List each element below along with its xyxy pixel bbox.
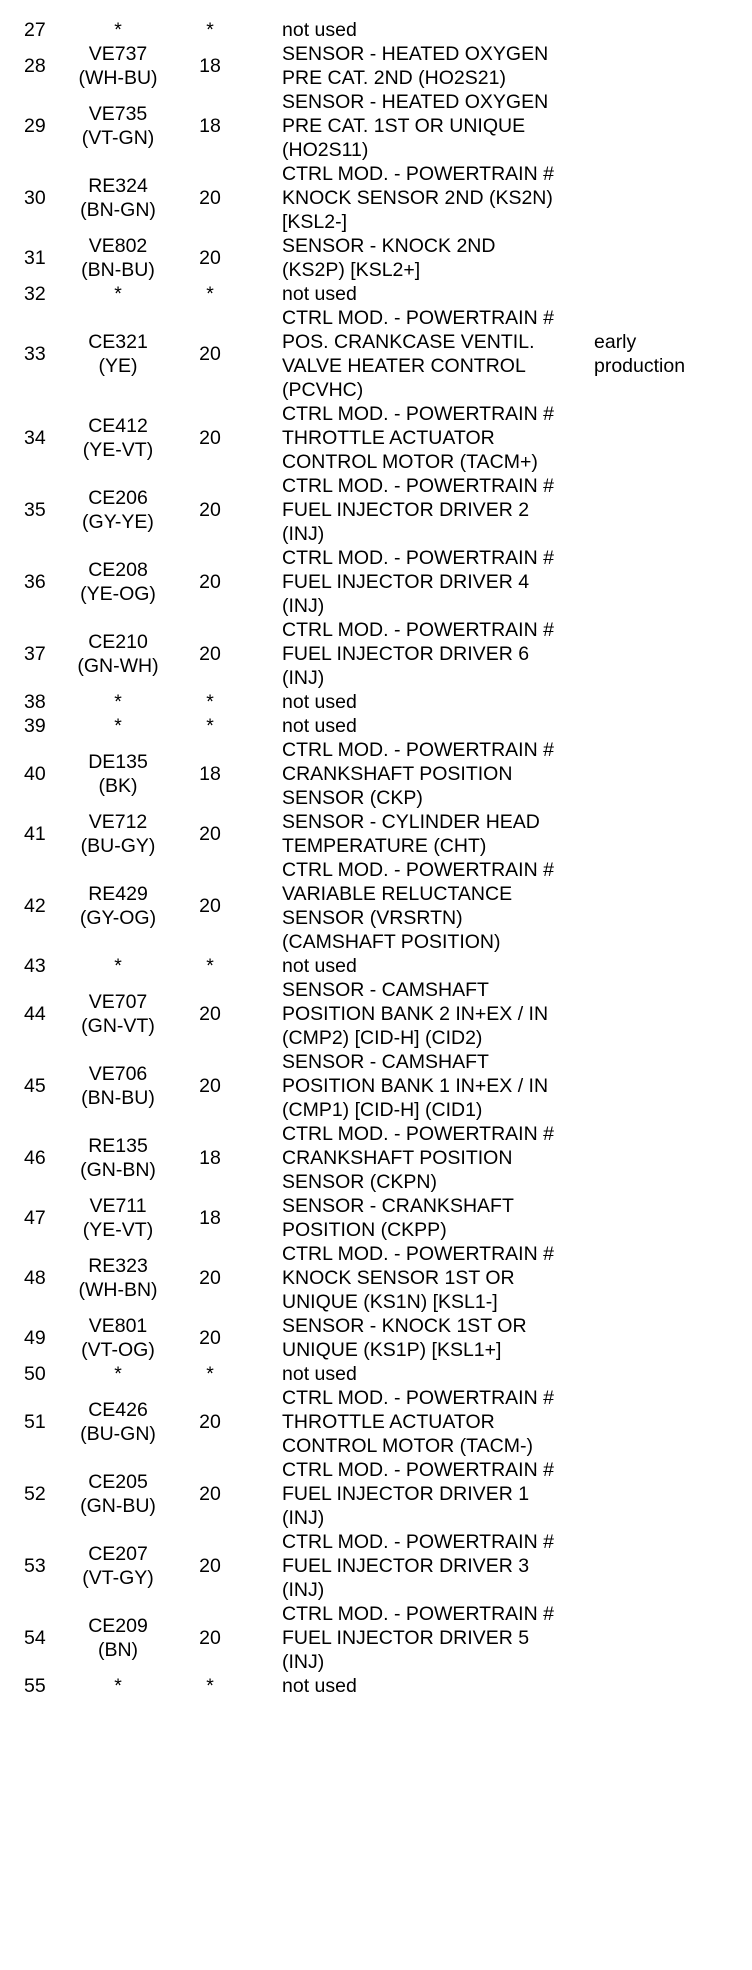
- circuit-description-line: (INJ): [282, 1651, 325, 1673]
- wire-gauge: *: [206, 19, 214, 41]
- note: [582, 690, 752, 714]
- wire-code: [44, 402, 180, 474]
- note: [582, 1242, 752, 1314]
- wire-code-line: VE712: [88, 811, 148, 833]
- wire-code-line: (GN-BU): [80, 1495, 156, 1517]
- circuit-description-line: (INJ): [282, 1507, 325, 1529]
- note: [582, 42, 752, 90]
- pin-rows: [0, 18, 752, 1698]
- wire-gauge: 20: [199, 1327, 221, 1349]
- wire-code-line: (GN-BN): [80, 1159, 156, 1181]
- wire-code: [44, 1530, 180, 1602]
- note: [582, 282, 752, 306]
- table-row: [0, 162, 752, 234]
- table-row: [0, 978, 752, 1050]
- circuit-description-line: CTRL MOD. - POWERTRAIN #: [282, 619, 554, 641]
- circuit-description-line: (CMP1) [CID-H] (CID1): [282, 1099, 483, 1121]
- wire-gauge: 20: [199, 1075, 221, 1097]
- wire-code: [44, 162, 180, 234]
- note: [582, 1122, 752, 1194]
- wire-code-line: RE429: [88, 883, 148, 905]
- table-row: [0, 954, 752, 978]
- wire-code-line: RE135: [88, 1135, 148, 1157]
- wire-code-line: *: [114, 715, 122, 737]
- circuit-description-line: not used: [282, 283, 357, 305]
- note-line: early: [594, 331, 637, 353]
- circuit-description: [240, 618, 582, 690]
- pin-number: 50: [24, 1363, 46, 1385]
- circuit-description-line: CTRL MOD. - POWERTRAIN #: [282, 475, 554, 497]
- table-row: [0, 402, 752, 474]
- circuit-description-line: not used: [282, 691, 357, 713]
- table-row: [0, 738, 752, 810]
- wire-code-line: (BN-BU): [81, 259, 155, 281]
- wire-code-line: *: [114, 283, 122, 305]
- wire-gauge: 20: [199, 643, 221, 665]
- pin-table: [0, 18, 752, 1698]
- circuit-description-line: CTRL MOD. - POWERTRAIN #: [282, 739, 554, 761]
- circuit-description-line: [KSL2-]: [282, 211, 348, 233]
- circuit-description-line: FUEL INJECTOR DRIVER 3: [282, 1555, 530, 1577]
- circuit-description-line: SENSOR - KNOCK 2ND: [282, 235, 496, 257]
- circuit-description: [240, 858, 582, 954]
- table-row: [0, 1674, 752, 1698]
- wire-gauge: 18: [199, 55, 221, 77]
- note: [582, 546, 752, 618]
- table-row: [0, 618, 752, 690]
- circuit-description-line: FUEL INJECTOR DRIVER 1: [282, 1483, 530, 1505]
- wire-code-line: *: [114, 1675, 122, 1697]
- circuit-description-line: (INJ): [282, 1579, 325, 1601]
- wire-code: [44, 546, 180, 618]
- circuit-description-line: CTRL MOD. - POWERTRAIN #: [282, 307, 554, 329]
- wire-gauge: 20: [199, 1003, 221, 1025]
- pin-number: 30: [24, 187, 46, 209]
- circuit-description-line: CRANKSHAFT POSITION: [282, 1147, 513, 1169]
- pin-number: 39: [24, 715, 46, 737]
- wire-code: [44, 1386, 180, 1458]
- wire-code-line: *: [114, 1363, 122, 1385]
- wire-code: [44, 1362, 180, 1386]
- pin-number: 31: [24, 247, 46, 269]
- wire-code-line: (BU-GY): [80, 835, 156, 857]
- circuit-description-line: SENSOR - HEATED OXYGEN: [282, 43, 549, 65]
- wire-code-line: (GN-VT): [81, 1015, 155, 1037]
- circuit-description-line: TEMPERATURE (CHT): [282, 835, 487, 857]
- table-row: [0, 1602, 752, 1674]
- wire-code-line: (YE-VT): [82, 439, 154, 461]
- wire-code-line: CE426: [88, 1399, 148, 1421]
- circuit-description: [240, 402, 582, 474]
- note: [582, 474, 752, 546]
- circuit-description-line: UNIQUE (KS1P) [KSL1+]: [282, 1339, 502, 1361]
- wire-code: [44, 1674, 180, 1698]
- circuit-description-line: CTRL MOD. - POWERTRAIN #: [282, 1243, 554, 1265]
- wire-code-line: (WH-BU): [78, 67, 158, 89]
- table-row: [0, 810, 752, 858]
- circuit-description-line: UNIQUE (KS1N) [KSL1-]: [282, 1291, 498, 1313]
- pin-number: 32: [24, 283, 46, 305]
- note: [582, 306, 752, 402]
- circuit-description: [240, 1242, 582, 1314]
- pin-number: 41: [24, 823, 46, 845]
- circuit-description: [240, 1122, 582, 1194]
- wire-gauge: 20: [199, 1555, 221, 1577]
- wire-code-line: DE135: [88, 751, 148, 773]
- circuit-description: [240, 546, 582, 618]
- circuit-description-line: CTRL MOD. - POWERTRAIN #: [282, 1531, 554, 1553]
- pin-number: 46: [24, 1147, 46, 1169]
- wire-code-line: (GY-OG): [79, 907, 157, 929]
- wire-code: [44, 618, 180, 690]
- circuit-description: [240, 810, 582, 858]
- pin-number: 53: [24, 1555, 46, 1577]
- circuit-description-line: FUEL INJECTOR DRIVER 2: [282, 499, 530, 521]
- circuit-description-line: POSITION BANK 2 IN+EX / IN: [282, 1003, 549, 1025]
- wire-code-line: CE210: [88, 631, 148, 653]
- pin-number: 37: [24, 643, 46, 665]
- wire-code: [44, 18, 180, 42]
- wire-code: [44, 234, 180, 282]
- circuit-description-line: CTRL MOD. - POWERTRAIN #: [282, 1603, 554, 1625]
- pin-number: 28: [24, 55, 46, 77]
- circuit-description: [240, 1314, 582, 1362]
- wire-code: [44, 1194, 180, 1242]
- wire-gauge: 18: [199, 1147, 221, 1169]
- pin-number: 51: [24, 1411, 46, 1433]
- wire-code-line: (VT-GN): [81, 127, 155, 149]
- table-row: [0, 1530, 752, 1602]
- pin-number: 47: [24, 1207, 46, 1229]
- circuit-description-line: (INJ): [282, 667, 325, 689]
- circuit-description: [240, 162, 582, 234]
- table-row: [0, 714, 752, 738]
- pin-number: 40: [24, 763, 46, 785]
- table-row: [0, 1242, 752, 1314]
- pin-number: 34: [24, 427, 46, 449]
- circuit-description-line: SENSOR - CAMSHAFT: [282, 1051, 489, 1073]
- wire-gauge: 20: [199, 1483, 221, 1505]
- note: [582, 1602, 752, 1674]
- note: [582, 1362, 752, 1386]
- table-row: [0, 1386, 752, 1458]
- table-row: [0, 546, 752, 618]
- pin-number: 52: [24, 1483, 46, 1505]
- wire-code-line: CE207: [88, 1543, 148, 1565]
- note: [582, 90, 752, 162]
- wire-code: [44, 474, 180, 546]
- wire-code-line: (BN): [97, 1639, 139, 1661]
- wire-code: [44, 1314, 180, 1362]
- wire-code: [44, 954, 180, 978]
- wire-gauge: 20: [199, 1411, 221, 1433]
- circuit-description: [240, 1530, 582, 1602]
- wire-code: [44, 810, 180, 858]
- circuit-description: [240, 690, 582, 714]
- wire-code-line: VE735: [88, 103, 148, 125]
- circuit-description-line: FUEL INJECTOR DRIVER 4: [282, 571, 530, 593]
- wire-code: [44, 978, 180, 1050]
- wire-code: [44, 1458, 180, 1530]
- wire-gauge: 20: [199, 895, 221, 917]
- circuit-description-line: THROTTLE ACTUATOR: [282, 427, 495, 449]
- wire-code-line: CE205: [88, 1471, 148, 1493]
- wire-code-line: VE711: [89, 1195, 147, 1217]
- wire-code: [44, 1050, 180, 1122]
- wire-code: [44, 714, 180, 738]
- note-line: production: [594, 355, 686, 377]
- wire-gauge: 20: [199, 187, 221, 209]
- wire-code-line: *: [114, 19, 122, 41]
- wire-code-line: CE206: [88, 487, 148, 509]
- pin-number: 48: [24, 1267, 46, 1289]
- wire-code-line: VE802: [88, 235, 148, 257]
- circuit-description: [240, 1674, 582, 1698]
- circuit-description: [240, 1362, 582, 1386]
- wire-code: [44, 1122, 180, 1194]
- wire-code: [44, 738, 180, 810]
- wire-code: [44, 90, 180, 162]
- wire-code-line: VE706: [88, 1063, 148, 1085]
- wire-gauge: 20: [199, 499, 221, 521]
- circuit-description-line: CONTROL MOTOR (TACM-): [282, 1435, 533, 1457]
- note: [582, 858, 752, 954]
- circuit-description: [240, 714, 582, 738]
- circuit-description-line: SENSOR - CAMSHAFT: [282, 979, 489, 1001]
- pin-number: 49: [24, 1327, 46, 1349]
- circuit-description-line: (KS2P) [KSL2+]: [282, 259, 421, 281]
- pin-number: 38: [24, 691, 46, 713]
- wire-code: [44, 282, 180, 306]
- circuit-description: [240, 474, 582, 546]
- circuit-description-line: not used: [282, 1363, 357, 1385]
- wire-code-line: VE801: [88, 1315, 148, 1337]
- wire-gauge: 18: [199, 115, 221, 137]
- wire-code-line: (GY-YE): [82, 511, 154, 533]
- note: [582, 1194, 752, 1242]
- circuit-description: [240, 1194, 582, 1242]
- circuit-description-line: FUEL INJECTOR DRIVER 5: [282, 1627, 530, 1649]
- circuit-description-line: THROTTLE ACTUATOR: [282, 1411, 495, 1433]
- circuit-description: [240, 282, 582, 306]
- circuit-description-line: FUEL INJECTOR DRIVER 6: [282, 643, 530, 665]
- wire-code-line: *: [114, 955, 122, 977]
- circuit-description-line: CONTROL MOTOR (TACM+): [282, 451, 538, 473]
- table-row: [0, 1362, 752, 1386]
- circuit-description-line: not used: [282, 715, 357, 737]
- pin-number: 55: [24, 1675, 46, 1697]
- table-row: [0, 282, 752, 306]
- wire-code-line: RE324: [88, 175, 148, 197]
- circuit-description: [240, 90, 582, 162]
- wire-gauge: 20: [199, 247, 221, 269]
- table-row: [0, 1194, 752, 1242]
- wire-code: [44, 1242, 180, 1314]
- circuit-description-line: SENSOR - HEATED OXYGEN: [282, 91, 549, 113]
- note: [582, 1050, 752, 1122]
- circuit-description-line: POS. CRANKCASE VENTIL.: [282, 331, 535, 353]
- note: [582, 234, 752, 282]
- circuit-description: [240, 1458, 582, 1530]
- wire-gauge: *: [206, 1675, 214, 1697]
- wire-gauge: 20: [199, 1627, 221, 1649]
- circuit-description-line: not used: [282, 955, 357, 977]
- wire-code: [44, 690, 180, 714]
- note: [582, 402, 752, 474]
- circuit-description-line: CTRL MOD. - POWERTRAIN #: [282, 1123, 554, 1145]
- wire-code-line: CE209: [88, 1615, 148, 1637]
- note: [582, 1530, 752, 1602]
- table-row: [0, 1458, 752, 1530]
- circuit-description-line: CTRL MOD. - POWERTRAIN #: [282, 1459, 554, 1481]
- circuit-description-line: (CAMSHAFT POSITION): [282, 931, 501, 953]
- wire-code: [44, 858, 180, 954]
- table-row: [0, 1314, 752, 1362]
- wire-code-line: (VT-GY): [82, 1567, 154, 1589]
- circuit-description-line: CTRL MOD. - POWERTRAIN #: [282, 163, 554, 185]
- wire-code-line: (WH-BN): [78, 1279, 158, 1301]
- table-row: [0, 1122, 752, 1194]
- table-row: [0, 306, 752, 402]
- wire-gauge: 20: [199, 823, 221, 845]
- note: [582, 810, 752, 858]
- wire-code-line: RE323: [88, 1255, 148, 1277]
- wire-gauge: 20: [199, 343, 221, 365]
- pin-number: 33: [24, 343, 46, 365]
- circuit-description-line: (CMP2) [CID-H] (CID2): [282, 1027, 483, 1049]
- table-row: [0, 234, 752, 282]
- wire-code-line: (YE): [98, 355, 138, 377]
- wire-gauge: *: [206, 691, 214, 713]
- note: [582, 978, 752, 1050]
- circuit-description-line: SENSOR (VRSRTN): [282, 907, 463, 929]
- table-row: [0, 1050, 752, 1122]
- circuit-description-line: SENSOR (CKPN): [282, 1171, 437, 1193]
- circuit-description-line: not used: [282, 1675, 357, 1697]
- pin-number: 54: [24, 1627, 46, 1649]
- note: [582, 618, 752, 690]
- wire-gauge: 20: [199, 427, 221, 449]
- circuit-description-line: (INJ): [282, 523, 325, 545]
- wire-code-line: *: [114, 691, 122, 713]
- wire-gauge: *: [206, 715, 214, 737]
- circuit-description: [240, 954, 582, 978]
- pin-number: 36: [24, 571, 46, 593]
- note: [582, 1314, 752, 1362]
- pin-number: 44: [24, 1003, 46, 1025]
- wire-code-line: CE208: [88, 559, 148, 581]
- note: [582, 1386, 752, 1458]
- circuit-description-line: KNOCK SENSOR 1ST OR: [282, 1267, 515, 1289]
- wire-gauge: 20: [199, 571, 221, 593]
- circuit-description: [240, 1386, 582, 1458]
- wire-code: [44, 1602, 180, 1674]
- wire-code-line: (BN-BU): [81, 1087, 155, 1109]
- pin-number: 29: [24, 115, 46, 137]
- circuit-description-line: CTRL MOD. - POWERTRAIN #: [282, 403, 554, 425]
- wire-gauge: *: [206, 955, 214, 977]
- table-row: [0, 474, 752, 546]
- circuit-description-line: CTRL MOD. - POWERTRAIN #: [282, 547, 554, 569]
- wire-code-line: (VT-OG): [81, 1339, 155, 1361]
- table-row: [0, 42, 752, 90]
- circuit-description: [240, 1602, 582, 1674]
- wire-code: [44, 42, 180, 90]
- circuit-description: [240, 18, 582, 42]
- circuit-description-line: CRANKSHAFT POSITION: [282, 763, 513, 785]
- wire-code: [44, 306, 180, 402]
- pin-number: 35: [24, 499, 46, 521]
- circuit-description-line: SENSOR - KNOCK 1ST OR: [282, 1315, 527, 1337]
- circuit-description-line: VALVE HEATER CONTROL: [282, 355, 526, 377]
- note: [582, 1458, 752, 1530]
- wire-code-line: (YE-VT): [82, 1219, 154, 1241]
- circuit-description-line: KNOCK SENSOR 2ND (KS2N): [282, 187, 553, 209]
- circuit-description-line: SENSOR (CKP): [282, 787, 423, 809]
- circuit-description: [240, 1050, 582, 1122]
- table-row: [0, 90, 752, 162]
- wire-code-line: CE321: [88, 331, 148, 353]
- table-row: [0, 690, 752, 714]
- circuit-description-line: SENSOR - CYLINDER HEAD: [282, 811, 540, 833]
- circuit-description-line: (HO2S11): [282, 139, 369, 161]
- pin-number: 27: [24, 19, 46, 41]
- wire-code-line: (YE-OG): [80, 583, 156, 605]
- circuit-description-line: (INJ): [282, 595, 325, 617]
- pin-number: 42: [24, 895, 46, 917]
- circuit-description-line: not used: [282, 19, 357, 41]
- circuit-description-line: CTRL MOD. - POWERTRAIN #: [282, 859, 554, 881]
- wire-gauge: 18: [199, 1207, 221, 1229]
- note: [582, 18, 752, 42]
- pin-number: 45: [24, 1075, 46, 1097]
- wire-gauge: 18: [199, 763, 221, 785]
- note: [582, 738, 752, 810]
- wire-gauge: 20: [199, 1267, 221, 1289]
- circuit-description-line: PRE CAT. 1ST OR UNIQUE: [282, 115, 526, 137]
- circuit-description-line: PRE CAT. 2ND (HO2S21): [282, 67, 506, 89]
- table-row: [0, 858, 752, 954]
- note: [582, 714, 752, 738]
- circuit-description-line: SENSOR - CRANKSHAFT: [282, 1195, 514, 1217]
- circuit-description: [240, 738, 582, 810]
- pin-number: 43: [24, 955, 46, 977]
- circuit-description: [240, 306, 582, 402]
- circuit-description: [240, 978, 582, 1050]
- circuit-description-line: (PCVHC): [282, 379, 364, 401]
- wire-code-line: (BU-GN): [80, 1423, 156, 1445]
- note: [582, 162, 752, 234]
- wire-code-line: VE737: [88, 43, 148, 65]
- note: [582, 954, 752, 978]
- wire-code-line: (BN-GN): [80, 199, 156, 221]
- circuit-description-line: VARIABLE RELUCTANCE: [282, 883, 513, 905]
- circuit-description-line: POSITION BANK 1 IN+EX / IN: [282, 1075, 549, 1097]
- circuit-description-line: CTRL MOD. - POWERTRAIN #: [282, 1387, 554, 1409]
- note: [582, 1674, 752, 1698]
- wire-code-line: CE412: [88, 415, 148, 437]
- wire-gauge: *: [206, 1363, 214, 1385]
- table-row: [0, 18, 752, 42]
- circuit-description: [240, 234, 582, 282]
- wire-code-line: (BK): [98, 775, 138, 797]
- circuit-description: [240, 42, 582, 90]
- wire-gauge: *: [206, 283, 214, 305]
- wire-code-line: (GN-WH): [77, 655, 159, 677]
- circuit-description-line: POSITION (CKPP): [282, 1219, 447, 1241]
- wire-code-line: VE707: [88, 991, 148, 1013]
